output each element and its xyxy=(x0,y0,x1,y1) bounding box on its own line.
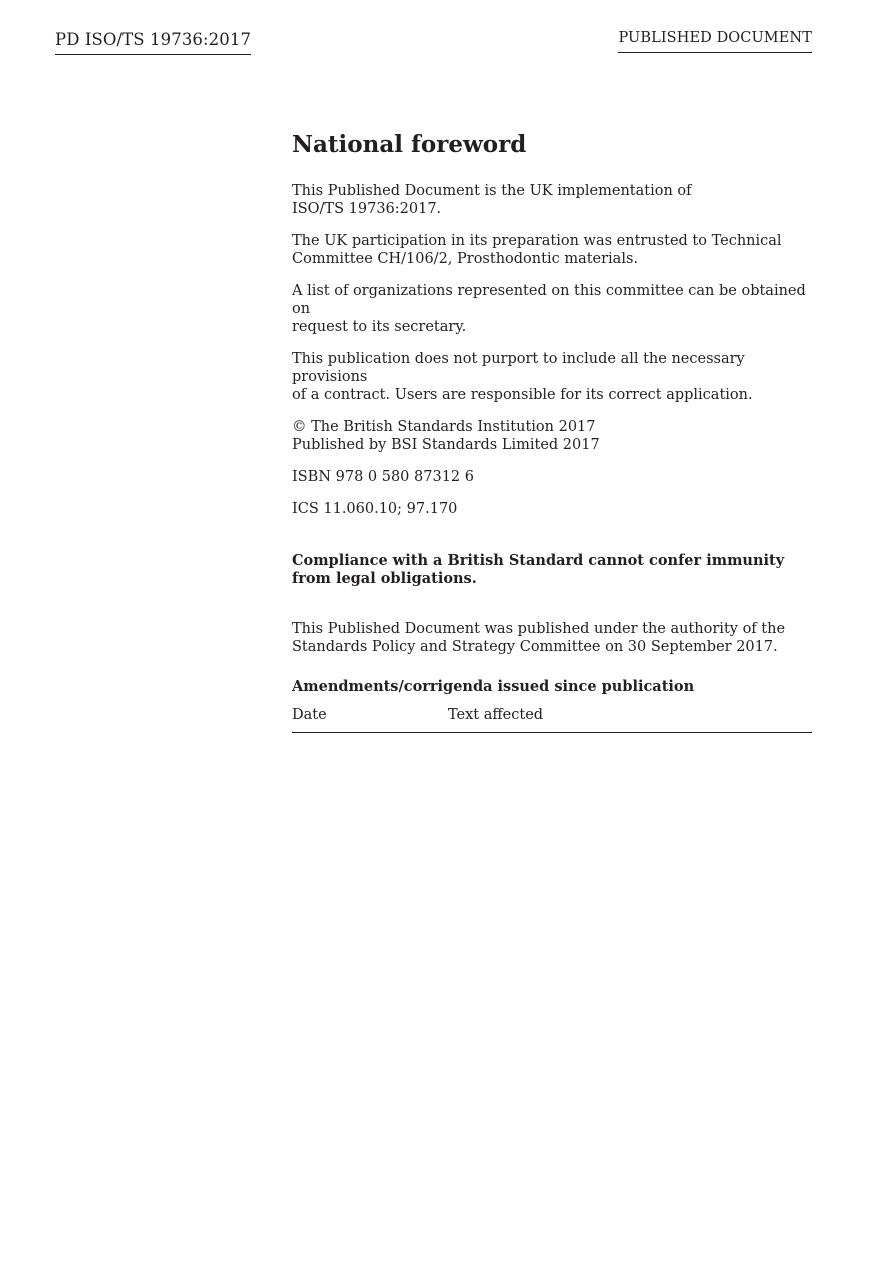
foreword-paragraphs xyxy=(292,182,812,518)
paragraph-organizations: A list of organizations represented on this committee can be obtained on request to its secretary. xyxy=(292,283,806,335)
column-header-date: Date xyxy=(292,706,448,733)
amendments-header-row xyxy=(292,706,812,733)
compliance-statement: Compliance with a British Standard cannot confer immunity from legal obligations. xyxy=(292,552,785,587)
paragraph-isbn: ISBN 978 0 580 87312 6 xyxy=(292,469,474,485)
paragraph-copyright: © The British Standards Institution 2017 Published by BSI Standards Limited 2017 xyxy=(292,419,600,453)
amendments-table xyxy=(292,706,812,733)
document-id-header: PD ISO/TS 19736:2017 xyxy=(55,30,251,55)
paragraph-ics: ICS 11.060.10; 97.170 xyxy=(292,501,458,517)
amendments-title: Amendments/corrigenda issued since publication xyxy=(292,678,695,695)
authority-statement: This Published Document was published under the authority of the Standards Policy and Strategy Committee on 30 September 2017. xyxy=(292,621,786,655)
document-type-header: PUBLISHED DOCUMENT xyxy=(618,30,812,53)
paragraph-implementation: This Published Document is the UK implementation of ISO/TS 19736:2017. xyxy=(292,183,692,217)
main-content xyxy=(292,130,812,733)
paragraph-contract: This publication does not purport to include all the necessary provisions of a contract. Users are responsible for its correct application. xyxy=(292,351,753,403)
column-header-text-affected: Text affected xyxy=(448,706,812,733)
page-title: National foreword xyxy=(292,131,527,158)
paragraph-committee: The UK participation in its preparation was entrusted to Technical Committee CH/106/2, Prosthodontic materials. xyxy=(292,233,782,267)
